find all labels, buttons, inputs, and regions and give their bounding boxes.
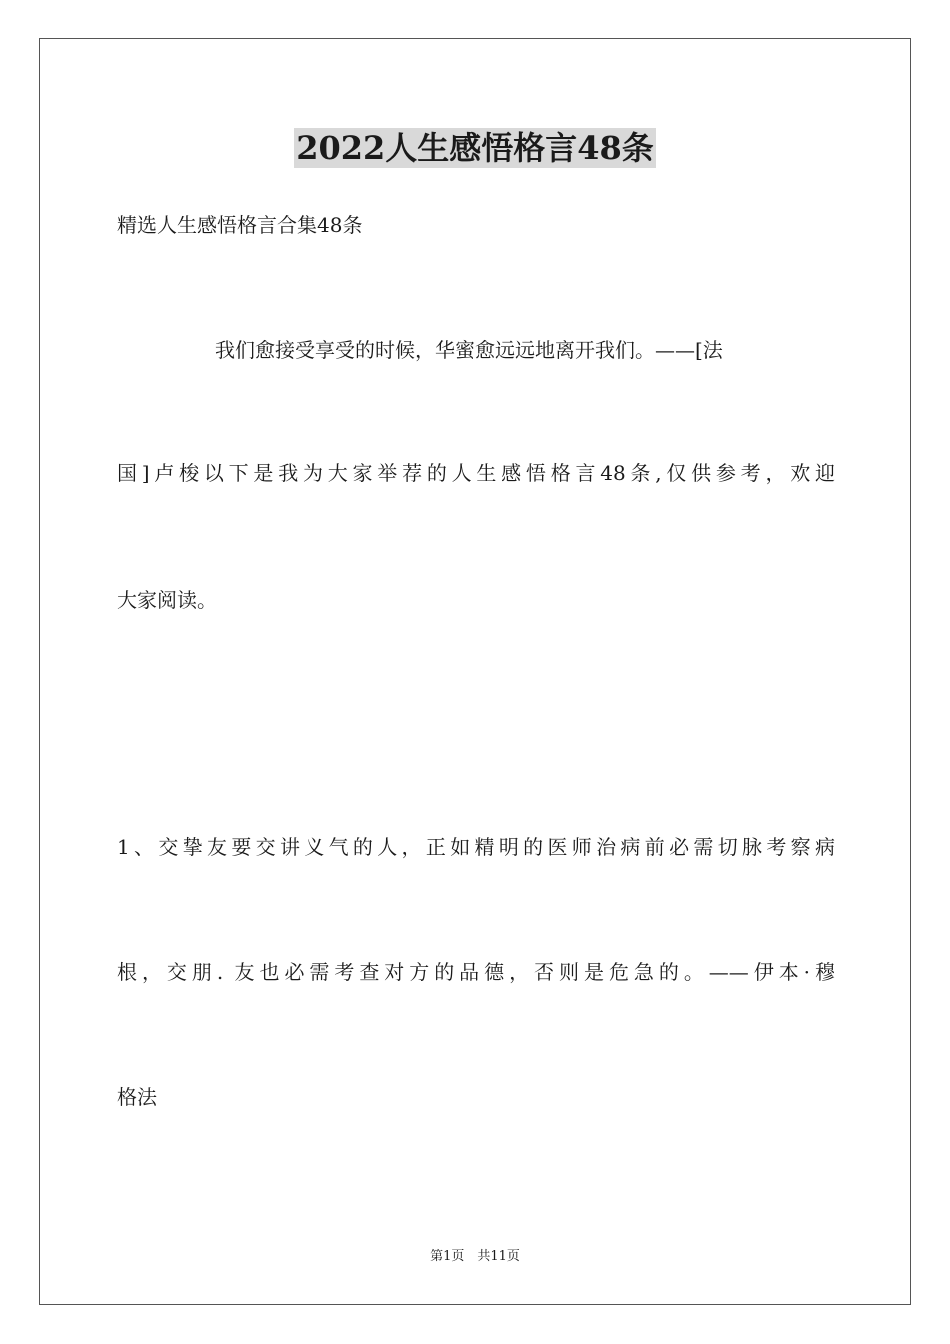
item-1-line-3: 格法: [117, 1085, 157, 1109]
intro-line-1: 我们愈接受享受的时候，华蜜愈远远地离开我们。——[法: [215, 338, 723, 362]
item-1-line-1: 1、交挚友要交讲义气的人，正如精明的医师治病前必需切脉考察病: [117, 835, 835, 859]
item-1-line-2: 根，交朋. 友也必需考查对方的品德，否则是危急的。——伊本·穆: [117, 960, 835, 984]
document-subtitle: 精选人生感悟格言合集48条: [117, 213, 363, 237]
page-footer: 第1页 共11页: [430, 1249, 520, 1264]
intro-line-3: 大家阅读。: [117, 588, 217, 612]
document-title: 2022人生感悟格言48条: [296, 129, 654, 167]
title-container: [0, 128, 950, 168]
intro-line-2: 国]卢梭以下是我为大家举荐的人生感悟格言48条,仅供参考，欢迎: [117, 461, 835, 485]
